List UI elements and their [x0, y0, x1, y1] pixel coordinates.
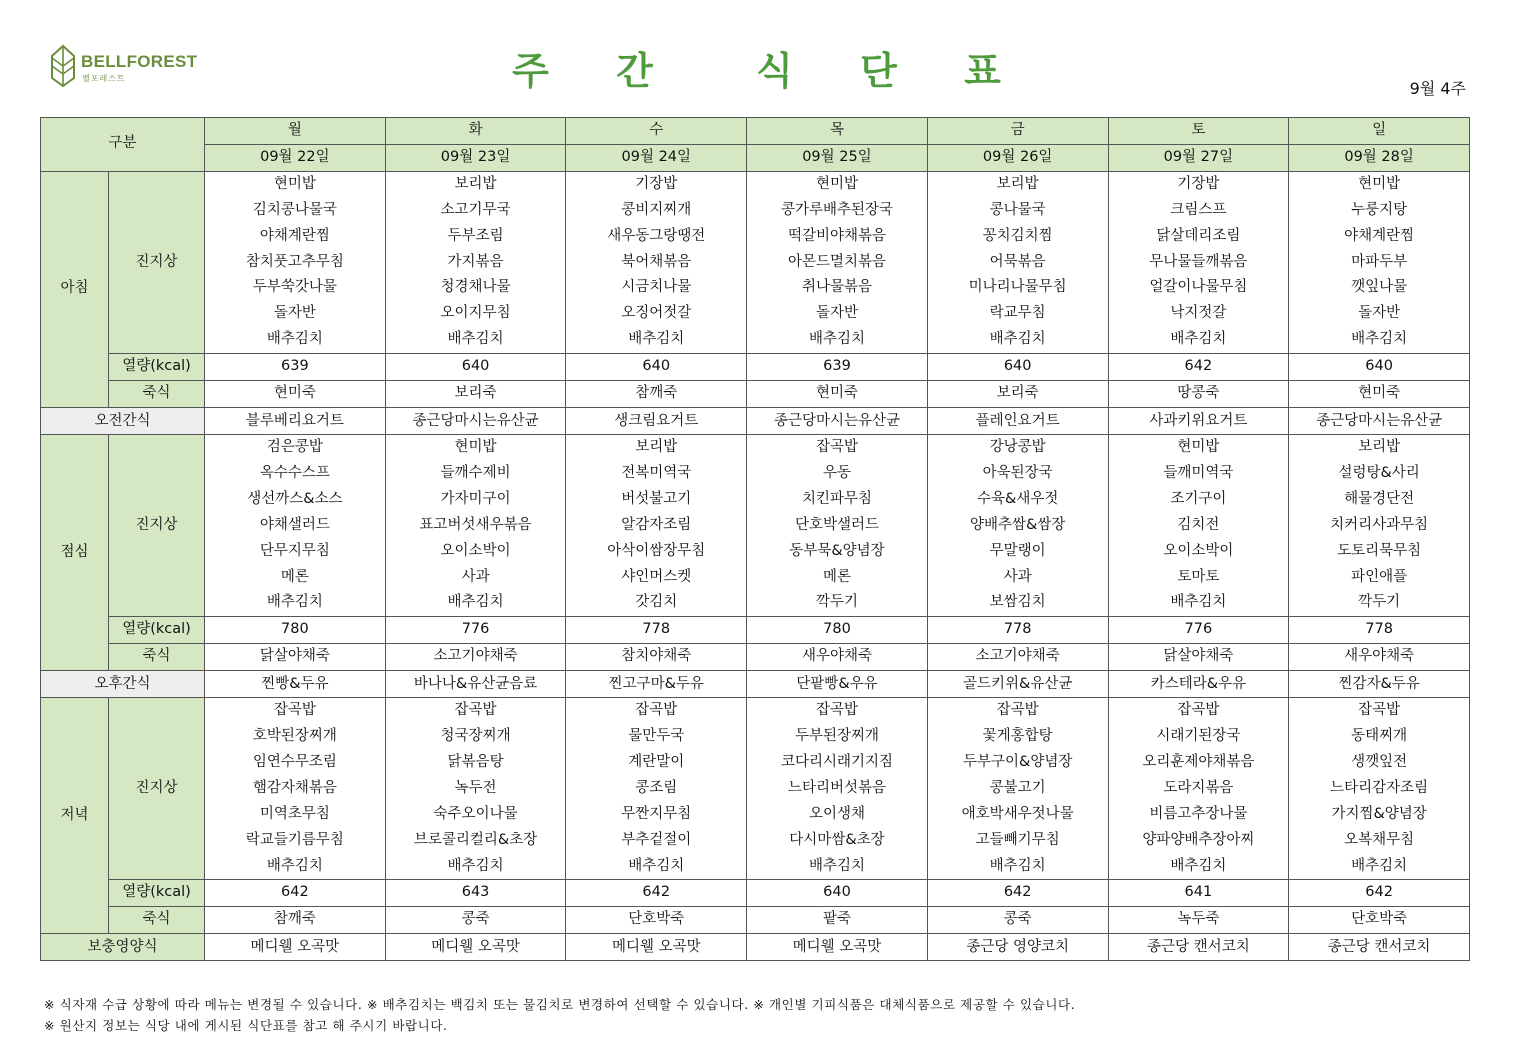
breakfast-dish: 깻잎나물: [1289, 275, 1470, 301]
lunch-dish: 김치전: [1108, 513, 1289, 539]
breakfast-dish: 콩가루배추된장국: [747, 198, 928, 224]
lunch-dish: 옥수수스프: [205, 461, 386, 487]
brand-subtitle: 벨포레스트: [82, 74, 126, 83]
lunch-juk: 닭살야채죽: [205, 644, 386, 671]
lunch-dish: 토마토: [1108, 565, 1289, 591]
afternoon-snack-item: 바나나&유산균음료: [385, 671, 566, 698]
dinner-dish: 잡곡밥: [566, 698, 747, 724]
jinjisang-label: 진지상: [109, 698, 205, 880]
lunch-dish: 우동: [747, 461, 928, 487]
lunch-dish: 단무지무침: [205, 539, 386, 565]
lunch-dish: 생선까스&소스: [205, 487, 386, 513]
dinner-dish: 콩조림: [566, 776, 747, 802]
breakfast-dish: 기장밥: [566, 171, 747, 197]
morning-snack-item: 블루베리요거트: [205, 407, 386, 434]
breakfast-dish: 콩비지찌개: [566, 198, 747, 224]
breakfast-dish: 돌자반: [747, 301, 928, 327]
lunch-dish: 치커리사과무침: [1289, 513, 1470, 539]
lunch-dish: 양배추쌈&쌈장: [927, 513, 1108, 539]
lunch-dish: 파인애플: [1289, 565, 1470, 591]
lunch-kcal: 778: [566, 617, 747, 644]
breakfast-dish: 미나리나물무침: [927, 275, 1108, 301]
lunch-juk: 소고기야채죽: [927, 644, 1108, 671]
breakfast-dish: 기장밥: [1108, 171, 1289, 197]
kcal-label: 열량(kcal): [109, 354, 205, 381]
dinner-dish: 배추김치: [385, 854, 566, 880]
dinner-dish: 가지찜&양념장: [1289, 802, 1470, 828]
dinner-dish: 오이생채: [747, 802, 928, 828]
breakfast-dish: 시금치나물: [566, 275, 747, 301]
breakfast-dish: 참치풋고추무침: [205, 250, 386, 276]
juk-label: 죽식: [109, 381, 205, 408]
title-char: 단: [860, 49, 897, 93]
morning-snack-item: 종근당마시는유산균: [747, 407, 928, 434]
morning-snack-label: 오전간식: [41, 407, 205, 434]
dinner-dish: 느타리감자조림: [1289, 776, 1470, 802]
afternoon-snack-item: 찐고구마&두유: [566, 671, 747, 698]
date-header: 09월 22일: [205, 144, 386, 171]
dinner-dish: 잡곡밥: [1108, 698, 1289, 724]
lunch-dish: 사과: [385, 565, 566, 591]
lunch-kcal: 780: [747, 617, 928, 644]
lunch-dish: 수육&새우젓: [927, 487, 1108, 513]
breakfast-dish: 북어채볶음: [566, 250, 747, 276]
lunch-kcal: 778: [927, 617, 1108, 644]
supplement-item: 종근당 영양코치: [927, 934, 1108, 961]
breakfast-dish: 청경채나물: [385, 275, 566, 301]
dinner-kcal: 642: [927, 880, 1108, 907]
dinner-dish: 콩불고기: [927, 776, 1108, 802]
breakfast-kcal: 640: [927, 354, 1108, 381]
day-header: 월: [205, 118, 386, 145]
lunch-dish: 보리밥: [566, 434, 747, 460]
dinner-dish: 햄감자채볶음: [205, 776, 386, 802]
dinner-dish: 청국장찌개: [385, 724, 566, 750]
lunch-dish: 배추김치: [205, 590, 386, 616]
dinner-kcal: 642: [1289, 880, 1470, 907]
breakfast-dish: 락교무침: [927, 301, 1108, 327]
lunch-dish: 깍두기: [1289, 590, 1470, 616]
supplement-item: 종근당 캔서코치: [1289, 934, 1470, 961]
breakfast-dish: 배추김치: [747, 327, 928, 353]
dinner-dish: 락교들기름무침: [205, 828, 386, 854]
breakfast-dish: 현미밥: [747, 171, 928, 197]
breakfast-dish: 꽁치김치찜: [927, 224, 1108, 250]
breakfast-dish: 무나물들깨볶음: [1108, 250, 1289, 276]
breakfast-dish: 두부쑥갓나물: [205, 275, 386, 301]
lunch-kcal: 780: [205, 617, 386, 644]
dinner-dish: 느타리버섯볶음: [747, 776, 928, 802]
breakfast-dish: 낙지젓갈: [1108, 301, 1289, 327]
jinjisang-label: 진지상: [109, 434, 205, 616]
lunch-juk: 새우야채죽: [1289, 644, 1470, 671]
lunch-dish: 전복미역국: [566, 461, 747, 487]
lunch-dish: 들깨미역국: [1108, 461, 1289, 487]
date-header: 09월 23일: [385, 144, 566, 171]
dinner-juk: 단호박죽: [1289, 907, 1470, 934]
dinner-juk: 참깨죽: [205, 907, 386, 934]
dinner-dish: 배추김치: [747, 854, 928, 880]
morning-snack-item: 종근당마시는유산균: [385, 407, 566, 434]
title-char: 간: [616, 49, 653, 93]
dinner-dish: 두부구이&양념장: [927, 750, 1108, 776]
date-header: 09월 27일: [1108, 144, 1289, 171]
lunch-kcal: 778: [1289, 617, 1470, 644]
date-header: 09월 25일: [747, 144, 928, 171]
lunch-dish: 현미밥: [385, 434, 566, 460]
breakfast-dish: 배추김치: [566, 327, 747, 353]
breakfast-dish: 배추김치: [1289, 327, 1470, 353]
dinner-dish: 동태찌개: [1289, 724, 1470, 750]
day-header: 화: [385, 118, 566, 145]
lunch-dish: 잡곡밥: [747, 434, 928, 460]
dinner-juk: 녹두죽: [1108, 907, 1289, 934]
breakfast-dish: 현미밥: [1289, 171, 1470, 197]
dinner-dish: 계란말이: [566, 750, 747, 776]
supplement-label: 보충영양식: [41, 934, 205, 961]
breakfast-dish: 소고기무국: [385, 198, 566, 224]
breakfast-dish: 배추김치: [1108, 327, 1289, 353]
breakfast-juk: 보리죽: [927, 381, 1108, 408]
breakfast-dish: 가지볶음: [385, 250, 566, 276]
breakfast-dish: 배추김치: [385, 327, 566, 353]
breakfast-juk: 현미죽: [747, 381, 928, 408]
lunch-dish: 단호박샐러드: [747, 513, 928, 539]
dinner-dish: 코다리시래기지짐: [747, 750, 928, 776]
breakfast-dish: 떡갈비야채볶음: [747, 224, 928, 250]
breakfast-kcal: 639: [205, 354, 386, 381]
title-char: 식: [756, 49, 793, 93]
morning-snack-item: 종근당마시는유산균: [1289, 407, 1470, 434]
afternoon-snack-item: 골드키위&유산균: [927, 671, 1108, 698]
lunch-label: 점심: [41, 434, 109, 670]
lunch-dish: 갓김치: [566, 590, 747, 616]
lunch-dish: 보리밥: [1289, 434, 1470, 460]
breakfast-dish: 돌자반: [205, 301, 386, 327]
dinner-dish: 생깻잎전: [1289, 750, 1470, 776]
lunch-dish: 메론: [205, 565, 386, 591]
dinner-juk: 팥죽: [747, 907, 928, 934]
lunch-kcal: 776: [385, 617, 566, 644]
supplement-item: 메디웰 오곡맛: [385, 934, 566, 961]
lunch-dish: 샤인머스켓: [566, 565, 747, 591]
breakfast-dish: 아몬드멸치볶음: [747, 250, 928, 276]
lunch-dish: 배추김치: [1108, 590, 1289, 616]
kcal-label: 열량(kcal): [109, 880, 205, 907]
dinner-juk: 콩죽: [385, 907, 566, 934]
lunch-dish: 깍두기: [747, 590, 928, 616]
breakfast-dish: 현미밥: [205, 171, 386, 197]
breakfast-kcal: 640: [566, 354, 747, 381]
breakfast-juk: 참깨죽: [566, 381, 747, 408]
afternoon-snack-item: 찐감자&두유: [1289, 671, 1470, 698]
date-header: 09월 24일: [566, 144, 747, 171]
dinner-dish: 배추김치: [1289, 854, 1470, 880]
dinner-dish: 오리훈제야채볶음: [1108, 750, 1289, 776]
note-line: ※ 원산지 정보는 식당 내에 게시된 식단표를 참고 해 주시기 바랍니다.: [44, 1018, 448, 1033]
category-header: 구분: [41, 118, 205, 172]
lunch-dish: 가자미구이: [385, 487, 566, 513]
dinner-dish: 배추김치: [927, 854, 1108, 880]
notes: [44, 994, 1075, 1036]
supplement-item: 메디웰 오곡맛: [747, 934, 928, 961]
date-header: 09월 28일: [1289, 144, 1470, 171]
lunch-dish: 보쌈김치: [927, 590, 1108, 616]
dinner-dish: 배추김치: [1108, 854, 1289, 880]
breakfast-dish: 김치콩나물국: [205, 198, 386, 224]
lunch-dish: 아욱된장국: [927, 461, 1108, 487]
lunch-dish: 메론: [747, 565, 928, 591]
morning-snack-item: 플레인요거트: [927, 407, 1108, 434]
dinner-dish: 다시마쌈&초장: [747, 828, 928, 854]
dinner-dish: 오복채무침: [1289, 828, 1470, 854]
dinner-kcal: 641: [1108, 880, 1289, 907]
dinner-kcal: 642: [205, 880, 386, 907]
lunch-dish: 야채샐러드: [205, 513, 386, 539]
dinner-dish: 시래기된장국: [1108, 724, 1289, 750]
date-header: 09월 26일: [927, 144, 1108, 171]
breakfast-dish: 야채계란찜: [1289, 224, 1470, 250]
jinjisang-label: 진지상: [109, 171, 205, 353]
breakfast-dish: 크림스프: [1108, 198, 1289, 224]
lunch-juk: 소고기야채죽: [385, 644, 566, 671]
lunch-juk: 참치야채죽: [566, 644, 747, 671]
breakfast-dish: 어묵볶음: [927, 250, 1108, 276]
lunch-dish: 조기구이: [1108, 487, 1289, 513]
lunch-dish: 무말랭이: [927, 539, 1108, 565]
dinner-dish: 녹두전: [385, 776, 566, 802]
lunch-juk: 닭살야채죽: [1108, 644, 1289, 671]
day-header: 토: [1108, 118, 1289, 145]
lunch-dish: 오이소박이: [385, 539, 566, 565]
supplement-item: 메디웰 오곡맛: [205, 934, 386, 961]
breakfast-dish: 두부조림: [385, 224, 566, 250]
juk-label: 죽식: [109, 907, 205, 934]
supplement-item: 메디웰 오곡맛: [566, 934, 747, 961]
lunch-dish: 표고버섯새우볶음: [385, 513, 566, 539]
breakfast-kcal: 640: [1289, 354, 1470, 381]
day-header: 수: [566, 118, 747, 145]
breakfast-juk: 보리죽: [385, 381, 566, 408]
dinner-dish: 브로콜리컬리&초장: [385, 828, 566, 854]
breakfast-dish: 닭살데리조림: [1108, 224, 1289, 250]
breakfast-dish: 오징어젓갈: [566, 301, 747, 327]
morning-snack-item: 생크림요거트: [566, 407, 747, 434]
dinner-dish: 도라지볶음: [1108, 776, 1289, 802]
breakfast-dish: 보리밥: [927, 171, 1108, 197]
dinner-dish: 무짠지무침: [566, 802, 747, 828]
breakfast-juk: 현미죽: [1289, 381, 1470, 408]
lunch-dish: 치킨파무침: [747, 487, 928, 513]
lunch-dish: 해물경단전: [1289, 487, 1470, 513]
lunch-dish: 아삭이쌈장무침: [566, 539, 747, 565]
breakfast-dish: 야채계란찜: [205, 224, 386, 250]
page-title: [0, 40, 1513, 95]
breakfast-kcal: 640: [385, 354, 566, 381]
dinner-dish: 잡곡밥: [1289, 698, 1470, 724]
breakfast-dish: 배추김치: [927, 327, 1108, 353]
title-char: 표: [964, 49, 1001, 93]
brand-name: BELLFOREST: [81, 52, 198, 71]
breakfast-dish: 돌자반: [1289, 301, 1470, 327]
breakfast-juk: 현미죽: [205, 381, 386, 408]
lunch-dish: 버섯불고기: [566, 487, 747, 513]
dinner-dish: 호박된장찌개: [205, 724, 386, 750]
lunch-dish: 사과: [927, 565, 1108, 591]
dinner-dish: 숙주오이나물: [385, 802, 566, 828]
dinner-dish: 물만두국: [566, 724, 747, 750]
week-label: 9월 4주: [1409, 79, 1466, 98]
breakfast-dish: 취나물볶음: [747, 275, 928, 301]
dinner-kcal: 640: [747, 880, 928, 907]
breakfast-dish: 오이지무침: [385, 301, 566, 327]
breakfast-dish: 콩나물국: [927, 198, 1108, 224]
lunch-juk: 새우야채죽: [747, 644, 928, 671]
dinner-dish: 비름고추장나물: [1108, 802, 1289, 828]
day-header: 금: [927, 118, 1108, 145]
breakfast-juk: 땅콩죽: [1108, 381, 1289, 408]
weekly-menu-table: [40, 117, 1470, 961]
afternoon-snack-item: 단팥빵&우유: [747, 671, 928, 698]
breakfast-dish: 얼갈이나물무침: [1108, 275, 1289, 301]
dinner-dish: 미역초무침: [205, 802, 386, 828]
lunch-dish: 현미밥: [1108, 434, 1289, 460]
lunch-dish: 강낭콩밥: [927, 434, 1108, 460]
lunch-dish: 알감자조림: [566, 513, 747, 539]
dinner-dish: 잡곡밥: [747, 698, 928, 724]
title-char: 주: [512, 49, 549, 93]
lunch-dish: 오이소박이: [1108, 539, 1289, 565]
lunch-dish: 설렁탕&사리: [1289, 461, 1470, 487]
dinner-kcal: 642: [566, 880, 747, 907]
lunch-dish: 배추김치: [385, 590, 566, 616]
breakfast-dish: 마파두부: [1289, 250, 1470, 276]
dinner-dish: 양파양배추장아찌: [1108, 828, 1289, 854]
dinner-dish: 애호박새우젓나물: [927, 802, 1108, 828]
dinner-dish: 잡곡밥: [927, 698, 1108, 724]
dinner-dish: 잡곡밥: [205, 698, 386, 724]
dinner-dish: 꽃게홍합탕: [927, 724, 1108, 750]
lunch-dish: 도토리묵무침: [1289, 539, 1470, 565]
dinner-dish: 배추김치: [205, 854, 386, 880]
day-header: 일: [1289, 118, 1470, 145]
lunch-dish: 들깨수제비: [385, 461, 566, 487]
breakfast-dish: 새우동그랑땡전: [566, 224, 747, 250]
breakfast-dish: 보리밥: [385, 171, 566, 197]
kcal-label: 열량(kcal): [109, 617, 205, 644]
note-line: ※ 식자재 수급 상황에 따라 메뉴는 변경될 수 있습니다. ※ 배추김치는 백김치 또는 물김치로 변경하여 선택할 수 있습니다. ※ 개인별 기피식품은 대체식품으로 제공할 수 있습니다.: [44, 997, 1076, 1012]
day-header: 목: [747, 118, 928, 145]
dinner-dish: 고들빼기무침: [927, 828, 1108, 854]
dinner-juk: 콩죽: [927, 907, 1108, 934]
morning-snack-item: 사과키위요거트: [1108, 407, 1289, 434]
breakfast-dish: 배추김치: [205, 327, 386, 353]
afternoon-snack-item: 찐빵&두유: [205, 671, 386, 698]
dinner-juk: 단호박죽: [566, 907, 747, 934]
juk-label: 죽식: [109, 644, 205, 671]
breakfast-dish: 누룽지탕: [1289, 198, 1470, 224]
lunch-dish: 검은콩밥: [205, 434, 386, 460]
breakfast-label: 아침: [41, 171, 109, 407]
lunch-dish: 동부묵&양념장: [747, 539, 928, 565]
dinner-dish: 배추김치: [566, 854, 747, 880]
supplement-item: 종근당 캔서코치: [1108, 934, 1289, 961]
afternoon-snack-label: 오후간식: [41, 671, 205, 698]
dinner-kcal: 643: [385, 880, 566, 907]
dinner-label: 저녁: [41, 698, 109, 934]
dinner-dish: 두부된장찌개: [747, 724, 928, 750]
dinner-dish: 잡곡밥: [385, 698, 566, 724]
lunch-kcal: 776: [1108, 617, 1289, 644]
dinner-dish: 부추겉절이: [566, 828, 747, 854]
dinner-dish: 임연수무조림: [205, 750, 386, 776]
breakfast-kcal: 639: [747, 354, 928, 381]
dinner-dish: 닭볶음탕: [385, 750, 566, 776]
breakfast-kcal: 642: [1108, 354, 1289, 381]
afternoon-snack-item: 카스테라&우유: [1108, 671, 1289, 698]
